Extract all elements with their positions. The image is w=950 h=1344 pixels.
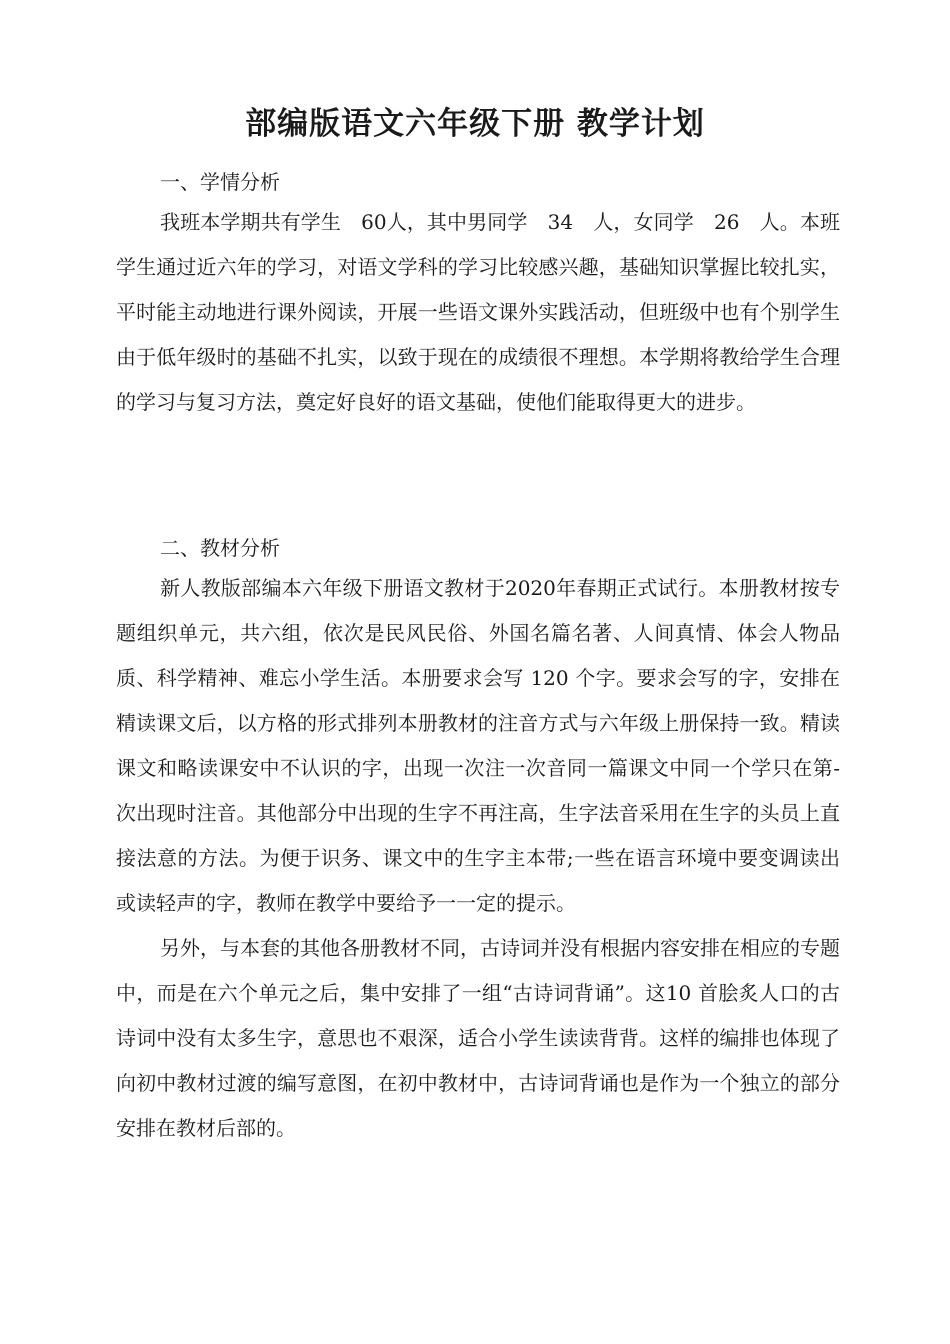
section-textbook-analysis (116, 528, 840, 1151)
section-heading-textbook-analysis: 二、教材分析 (160, 536, 280, 560)
paragraph-ancient-poetry: 另外，与本套的其他各册教材不同，古诗词并没有根据内容安排在相应的专题中，而是在六个单元之后，集中安排了一组“古诗词背诵”。这10 首脍炙人口的古诗词中没有太多生字，意思也不艰深，适合小学生读读背背。这样的编排也体现了向初中教材过渡的编写意图，在初中教材中，古诗词背诵也是作为一个独立的部分安排在教材后部的。 (116, 936, 840, 1140)
section-student-analysis (116, 162, 840, 425)
section-heading-student-analysis: 一、学情分析 (160, 170, 280, 194)
paragraph-student-analysis: 我班本学期共有学生 60人，其中男同学 34 人，女同学 26 人。本班学生通过近六年的学习，对语文学科的学习比较感兴趣，基础知识掌握比较扎实，平时能主动地进行课外阅读，开展一些语文课外实践活动，但班级中也有个别学生由于低年级时的基础不扎实，以致于现在的成绩很不理想。本学期将教给学生合理的学习与复习方法，奠定好良好的语文基础，使他们能取得更大的进步。 (116, 210, 840, 414)
paragraph-textbook-overview: 新人教版部编本六年级下册语文教材于2020年春期正式试行。本册教材按专题组织单元，共六组，依次是民风民俗、外国名篇名著、人间真情、体会人物品质、科学精神、难忘小学生活。本册要求会写 120 个字。要求会写的字，安排在精读课文后，以方格的形式排列本册教材的注音方式与六年级上册保持一致。精读课文和略读课安中不认识的字，出现一次注一次音同一篇课文中同一个学只在第-次出现时注音。其他部分中出现的生字不再注高，生字法音采用在生字的头员上直接法意的方法。为便于识务、课文中的生字主本带;一些在语言环境中要变调读出或读轻声的字，教师在教学中要给予一一定的提示。 (116, 576, 840, 915)
document-title: 部编版语文六年级下册 教学计划 (245, 106, 705, 142)
